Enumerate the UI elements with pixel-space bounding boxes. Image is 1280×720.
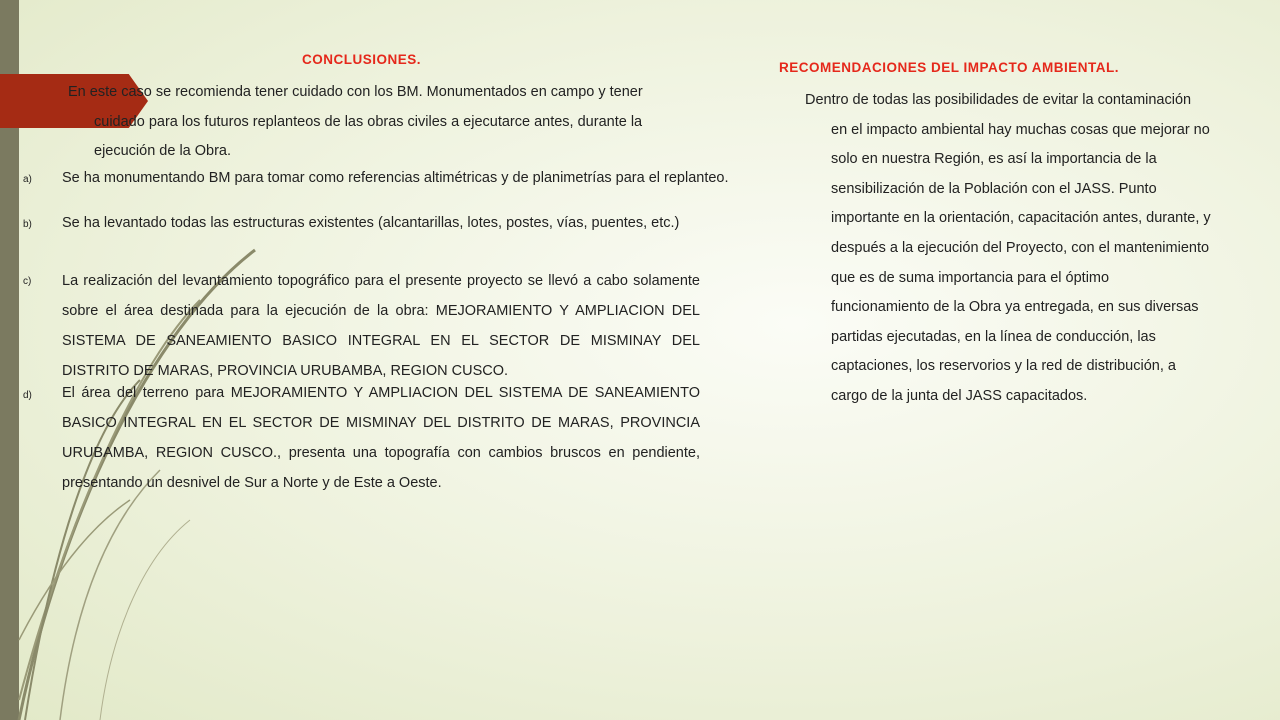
list-item-text: El área del terreno para MEJORAMIENTO Y AMPLIACION DEL SISTEMA DE SANEAMIENTO BASICO INTEGRAL EN EL SECTOR DE MISMINAY DEL DISTRITO DE MARAS, PROVINCIA URUBAMBA, REGION CUSCO., presenta una topografía con cambios bruscos en pendiente, presentando un desnivel de Sur a Norte y de Este a Oeste.: [62, 385, 700, 491]
list-marker: c): [23, 276, 32, 287]
list-marker: b): [23, 219, 32, 230]
conclusions-intro: En este caso se recomienda tener cuidado con los BM. Monumentados en campo y tener cuidado para los futuros replanteos de las obras civiles a ejecutarce antes, durante la ejecución de la Obra.: [68, 84, 643, 159]
list-marker: a): [23, 174, 32, 185]
list-item-text: Se ha monumentando BM para tomar como referencias altimétricas y de planimetrías para el replanteo.: [62, 170, 729, 186]
list-item-text: La realización del levantamiento topográfico para el presente proyecto se llevó a cabo solamente sobre el área destinada para la ejecución de la obra: MEJORAMIENTO Y AMPLIACION DEL SISTEMA DE SANEAMIENTO BASICO INTEGRAL EN EL SECTOR DE MISMINAY DEL DISTRITO DE MARAS, PROVINCIA URUBAMBA, REGION CUSCO.: [62, 273, 700, 379]
recommendations-title: RECOMENDACIONES DEL IMPACTO AMBIENTAL.: [779, 60, 1120, 75]
list-marker: d): [23, 390, 32, 401]
recommendations-text: Dentro de todas las posibilidades de evitar la contaminación en el impacto ambiental hay muchas cosas que mejorar no solo en nuestra Región, es así la importancia de la sensibilización de la Población con el JASS. Punto importante en la orientación, capacitación antes, durante, y después a la ejecución del Proyecto, con el mantenimiento que es de suma importancia para el óptimo funcionamiento de la Obra ya entregada, en sus diversas partidas ejecutadas, en la línea de conducción, las captaciones, los reservorios y la red de distribución, a cargo de la junta del JASS capacitados.: [805, 92, 1211, 404]
conclusions-title: CONCLUSIONES.: [302, 52, 422, 67]
list-item-text: Se ha levantado todas las estructuras existentes (alcantarillas, lotes, postes, vías, puentes, etc.): [62, 215, 680, 231]
